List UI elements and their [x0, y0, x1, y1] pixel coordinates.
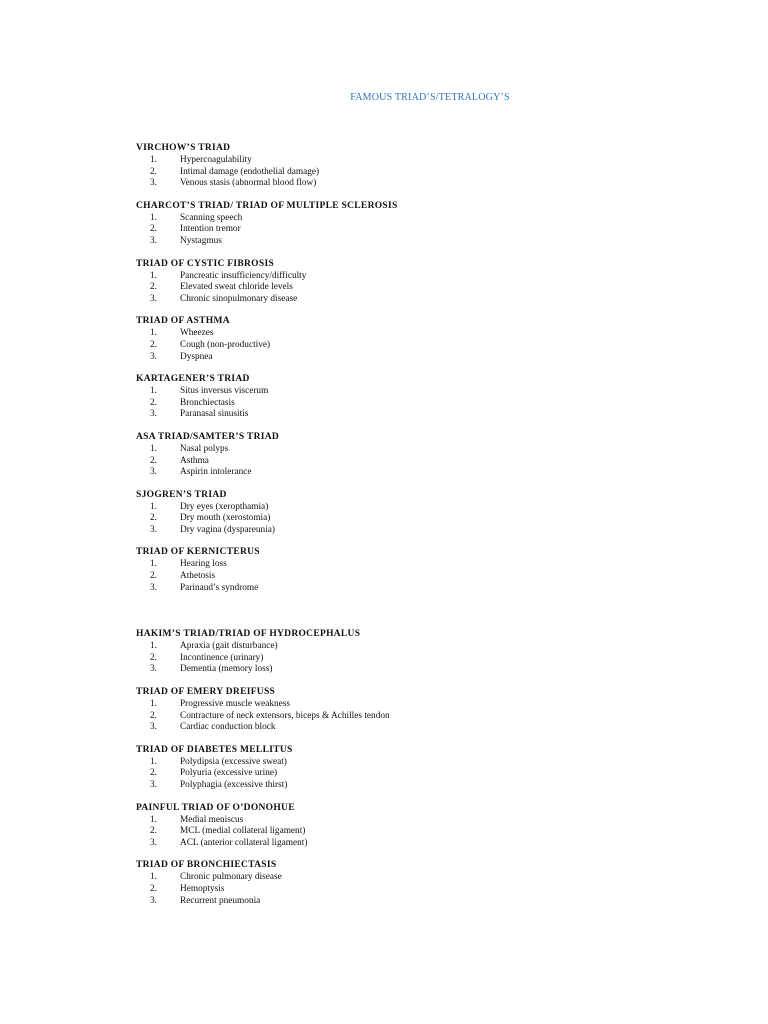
section-heading: HAKIM’S TRIAD/TRIAD OF HYDROCEPHALUS [136, 629, 361, 640]
triad-section [136, 489, 696, 537]
list-item [136, 583, 696, 595]
list-item [136, 409, 696, 421]
list-item [136, 571, 696, 583]
triad-section [136, 431, 696, 479]
list-item [136, 271, 696, 283]
item-text: Incontinence (urinary) [180, 652, 264, 663]
item-text: Athetosis [180, 571, 216, 582]
item-number: 2. [150, 282, 157, 293]
list-item [136, 340, 696, 352]
section-heading: TRIAD OF EMERY DREIFUSS [136, 687, 276, 698]
list-item [136, 444, 696, 456]
document-title: FAMOUS TRIAD’S/TETRALOGY’S [350, 92, 510, 103]
item-text: Elevated sweat chloride levels [180, 282, 293, 293]
triad-section [136, 686, 696, 734]
section-heading: TRIAD OF KERNICTERUS [136, 547, 260, 558]
item-text: Contracture of neck extensors, biceps & Achilles tendon [180, 710, 390, 721]
item-text: Cough (non-productive) [180, 339, 271, 350]
item-number: 3. [150, 895, 157, 906]
item-text: Scanning speech [180, 212, 243, 223]
section-heading: KARTAGENER’S TRIAD [136, 374, 250, 385]
item-number: 3. [150, 722, 157, 733]
item-text: Cardiac conduction block [180, 722, 276, 733]
item-text: Nystagmus [180, 235, 222, 246]
item-text: Situs inversus viscerum [180, 386, 269, 397]
list-item [136, 711, 696, 723]
list-item [136, 768, 696, 780]
item-text: Apraxia (gait disturbance) [180, 641, 278, 652]
triad-section [136, 628, 696, 676]
section-heading: VIRCHOW’S TRIAD [136, 143, 231, 153]
item-text: Medial meniscus [180, 814, 244, 825]
item-number: 2. [150, 397, 157, 408]
item-text: Dementia (memory loss) [180, 664, 273, 675]
item-number: 3. [150, 582, 157, 593]
item-number: 3. [150, 524, 157, 535]
list-item [136, 386, 696, 398]
item-number: 3. [150, 178, 157, 189]
item-number: 1. [150, 155, 157, 165]
section-heading: SJOGREN’S TRIAD [136, 489, 227, 500]
list-item [136, 236, 696, 248]
item-text: Chronic pulmonary disease [180, 872, 282, 883]
triad-section [136, 258, 696, 306]
item-text: MCL (medial collateral ligament) [180, 826, 306, 837]
section-heading: ASA TRIAD/SAMTER’S TRIAD [136, 431, 280, 442]
item-number: 3. [150, 780, 157, 790]
section-heading: TRIAD OF CYSTIC FIBROSIS [136, 258, 275, 269]
list-item [136, 467, 696, 479]
item-number: 1. [150, 212, 157, 223]
item-number: 2. [150, 571, 157, 582]
list-item [136, 224, 696, 236]
list-item [136, 328, 696, 340]
item-number: 3. [150, 664, 157, 675]
item-number: 2. [150, 455, 157, 466]
list-item [136, 896, 696, 908]
item-text: Hemoptysis [180, 883, 225, 894]
item-number: 3. [150, 467, 157, 478]
item-number: 2. [150, 166, 157, 177]
list-item [136, 699, 696, 711]
item-number: 3. [150, 837, 157, 848]
item-text: Asthma [180, 455, 209, 466]
list-item [136, 826, 696, 838]
section-heading: PAINFUL TRIAD OF O’DONOHUE [136, 802, 295, 813]
section-heading: TRIAD OF DIABETES MELLITUS [136, 744, 293, 755]
section-heading: TRIAD OF BRONCHIECTASIS [136, 860, 277, 871]
item-number: 1. [150, 443, 157, 454]
item-text: Polyuria (excessive urine) [180, 768, 278, 779]
item-number: 2. [150, 883, 157, 894]
item-number: 3. [150, 235, 157, 246]
item-number: 3. [150, 293, 157, 304]
item-number: 3. [150, 409, 157, 420]
list-item [136, 641, 696, 653]
list-item [136, 884, 696, 896]
item-text: Hypercoagulability [180, 155, 252, 165]
list-item [136, 664, 696, 676]
list-item [136, 722, 696, 734]
list-item [136, 352, 696, 364]
item-text: Dry eyes (xeropthamia) [180, 501, 269, 512]
item-text: Dry vagina (dyspareunia) [180, 524, 275, 535]
list-item [136, 456, 696, 468]
item-text: Progressive muscle weakness [180, 699, 290, 710]
item-number: 1. [150, 872, 157, 883]
triad-section [136, 546, 696, 594]
triad-list [136, 142, 696, 917]
item-number: 2. [150, 224, 157, 235]
item-text: Pancreatic insufficiency/difficulty [180, 270, 307, 281]
triad-section [136, 744, 696, 792]
list-item [136, 872, 696, 884]
item-number: 3. [150, 351, 157, 362]
triad-section [136, 315, 696, 363]
list-item [136, 398, 696, 410]
item-number: 1. [150, 559, 157, 570]
item-text: Aspirin intolerance [180, 467, 252, 478]
item-text: Venous stasis (abnormal blood flow) [180, 178, 317, 189]
item-number: 2. [150, 768, 157, 779]
list-item [136, 502, 696, 514]
item-number: 2. [150, 652, 157, 663]
item-text: Dyspnea [180, 351, 213, 362]
triad-section [136, 859, 696, 907]
item-text: Recurrent pneumonia [180, 895, 261, 906]
list-item [136, 213, 696, 225]
triad-section [136, 802, 696, 850]
item-text: Dry mouth (xerostomia) [180, 513, 271, 524]
item-text: Parinaud’s syndrome [180, 582, 259, 593]
list-item [136, 838, 696, 850]
item-text: Polyphagia (excessive thirst) [180, 780, 288, 790]
item-text: Bronchiectasis [180, 397, 235, 408]
list-item [136, 525, 696, 537]
item-number: 1. [150, 699, 157, 710]
list-item [136, 167, 696, 179]
list-item [136, 155, 696, 167]
section-heading: CHARCOT’S TRIAD/ TRIAD OF MULTIPLE SCLEROSIS [136, 200, 398, 211]
item-number: 1. [150, 501, 157, 512]
list-item [136, 780, 696, 792]
item-text: Intention tremor [180, 224, 241, 235]
item-number: 1. [150, 756, 157, 767]
item-text: Paranasal sinusitis [180, 409, 249, 420]
item-number: 1. [150, 328, 157, 339]
list-item [136, 178, 696, 190]
item-number: 1. [150, 641, 157, 652]
item-number: 2. [150, 339, 157, 350]
item-number: 2. [150, 710, 157, 721]
list-item [136, 513, 696, 525]
list-item [136, 559, 696, 571]
triad-section [136, 373, 696, 421]
triad-section [136, 142, 696, 190]
item-number: 1. [150, 814, 157, 825]
list-item [136, 653, 696, 665]
item-text: Intimal damage (endothelial damage) [180, 166, 320, 177]
item-number: 2. [150, 513, 157, 524]
item-text: Polydipsia (excessive sweat) [180, 756, 287, 767]
item-number: 1. [150, 386, 157, 397]
list-item [136, 294, 696, 306]
item-number: 2. [150, 826, 157, 837]
triad-section [136, 200, 696, 248]
section-heading: TRIAD OF ASTHMA [136, 316, 230, 327]
item-text: Chronic sinopulmonary disease [180, 293, 298, 304]
item-text: Hearing loss [180, 559, 227, 570]
list-item [136, 815, 696, 827]
list-item [136, 757, 696, 769]
list-item [136, 282, 696, 294]
item-text: ACL (anterior collateral ligament) [180, 837, 308, 848]
item-text: Wheezes [180, 328, 214, 339]
item-text: Nasal polyps [180, 443, 229, 454]
item-number: 1. [150, 270, 157, 281]
